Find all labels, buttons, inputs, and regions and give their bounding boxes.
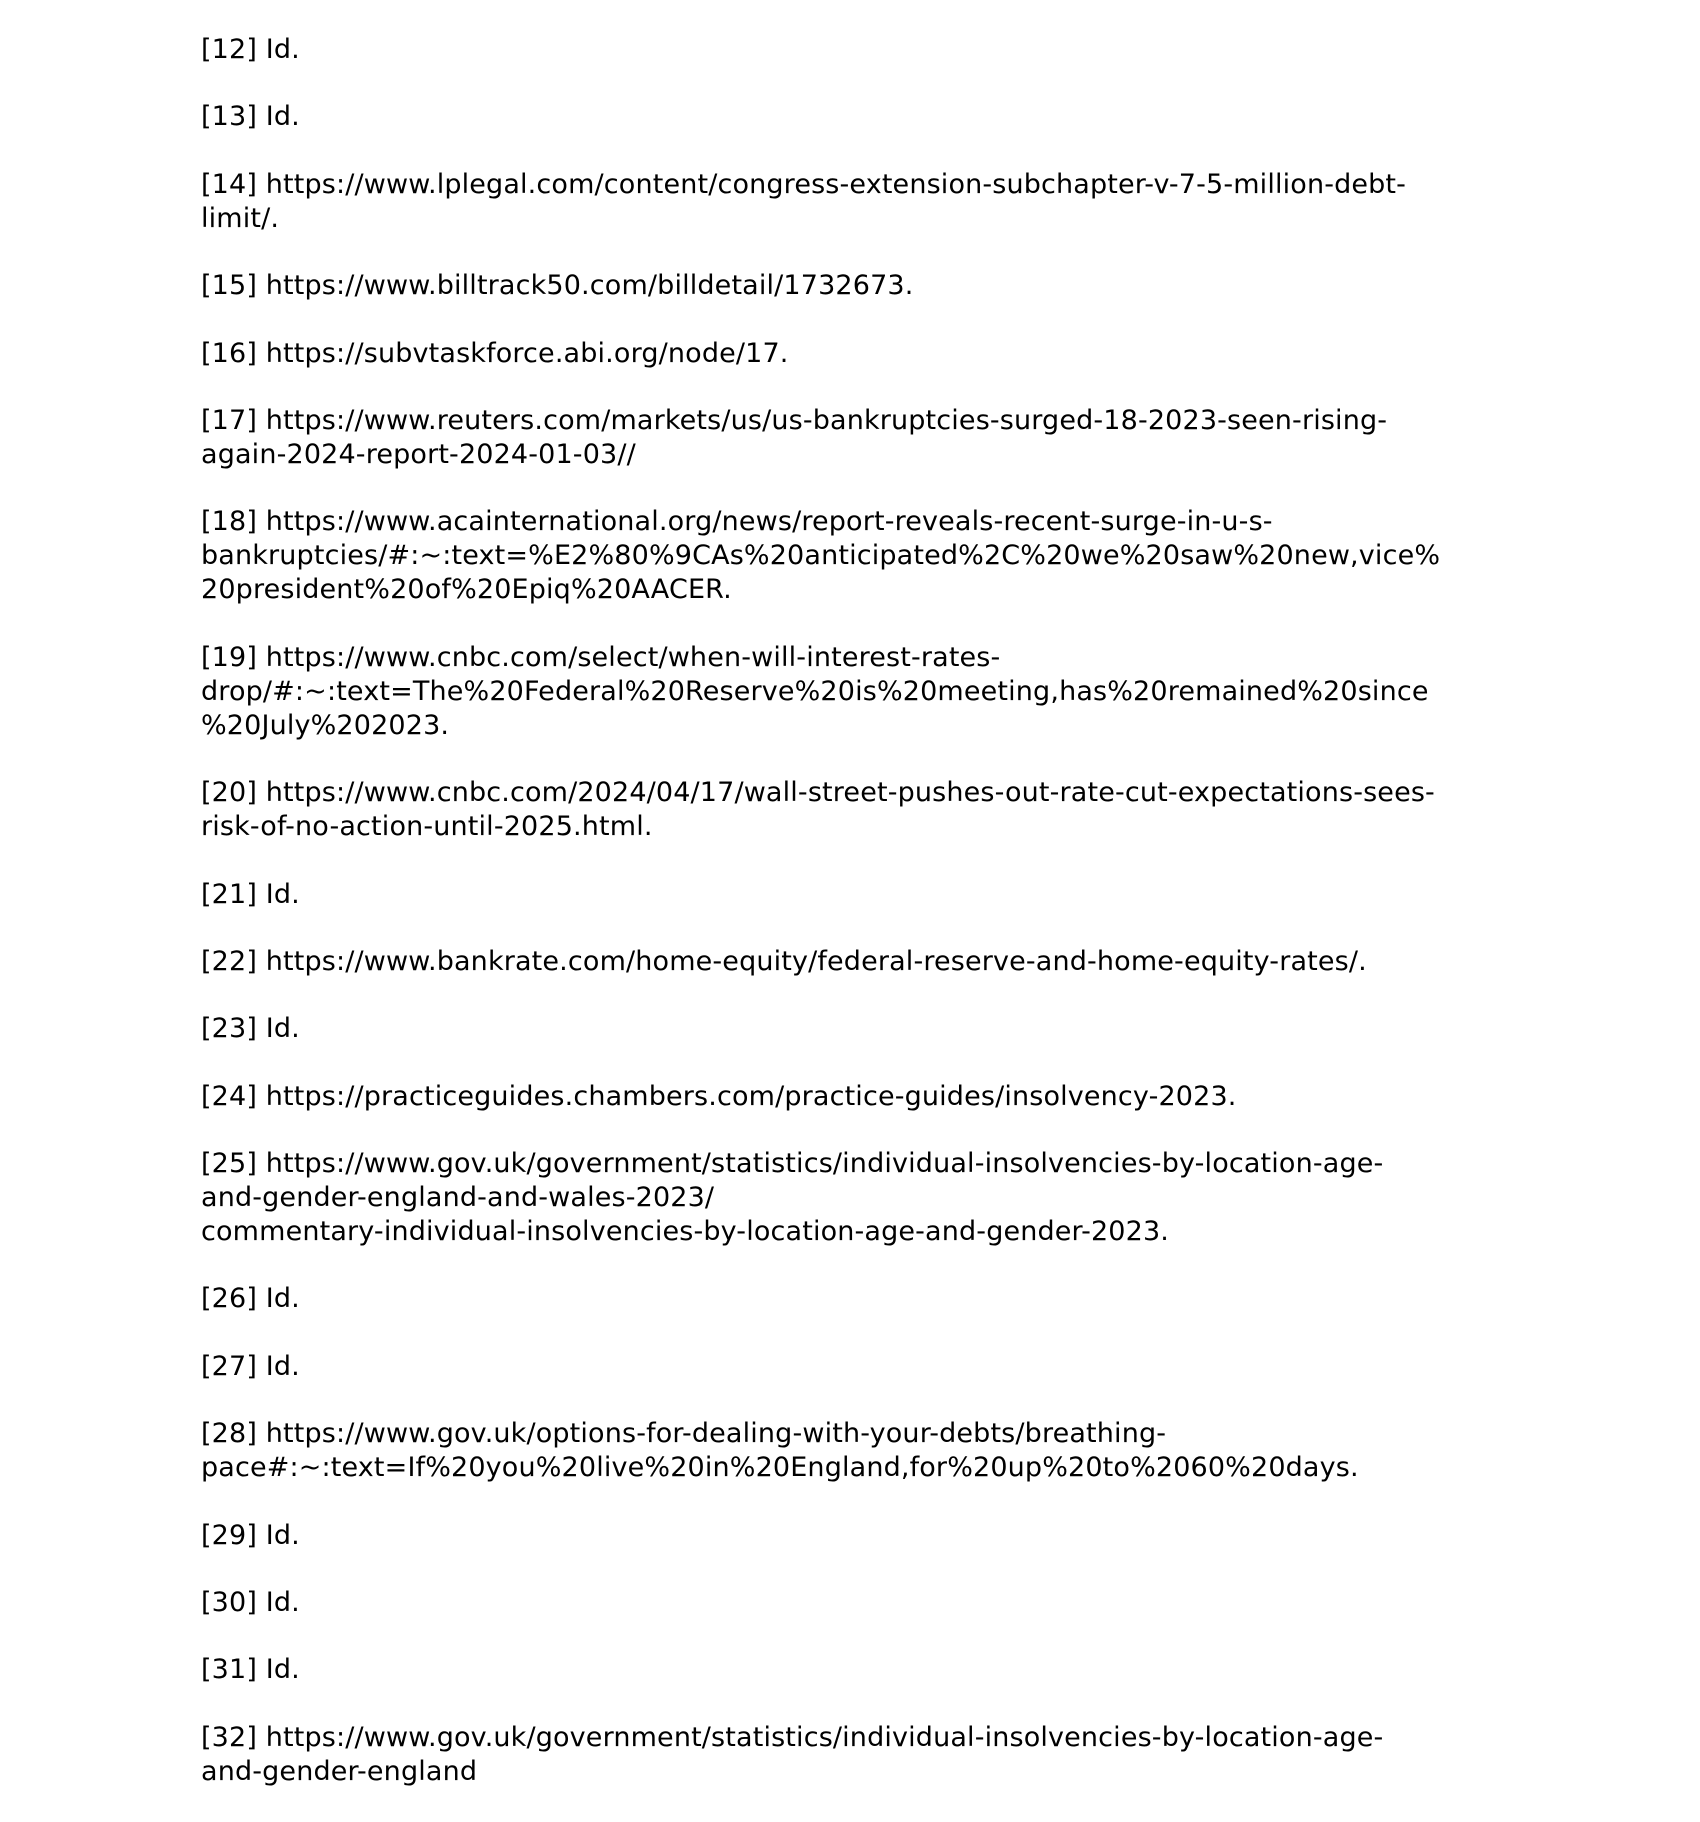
footnote: [201, 337, 1521, 371]
footnote-continuation-line: [201, 675, 1521, 709]
footnote: [201, 1653, 1521, 1687]
footnote-first-line: [201, 1586, 1521, 1620]
footnote: [201, 945, 1521, 979]
footnote-continuation-line: [201, 573, 1521, 607]
footnote-continuation-line: [201, 1181, 1521, 1215]
footnote-url-text[interactable]: https://www.billtrack50.com/billdetail/1732673.: [265, 270, 914, 302]
footnote-ref-number: [20]: [201, 777, 258, 809]
footnote-ref-number: [22]: [201, 945, 258, 977]
footnote-url-text[interactable]: https://www.gov.uk/government/statistics/individual-insolvencies-by-location-age-: [265, 1148, 1384, 1180]
footnote-first-line: [201, 100, 1521, 134]
footnote-continuation-line: [201, 709, 1521, 743]
footnote-url-text[interactable]: https://www.gov.uk/government/statistics/individual-insolvencies-by-location-age-: [265, 1721, 1384, 1753]
footnote-first-line: [201, 505, 1521, 539]
footnote-id-text: Id.: [265, 101, 300, 133]
footnote: [201, 168, 1521, 236]
footnote-url-text[interactable]: https://www.cnbc.com/2024/04/17/wall-street-pushes-out-rate-cut-expectations-sees-: [265, 777, 1435, 809]
footnote: [201, 269, 1521, 303]
footnote-first-line: [201, 269, 1521, 303]
footnote-continuation-line: [201, 1215, 1521, 1249]
footnote-continuation-line: [201, 1451, 1521, 1485]
footnote-url-text[interactable]: https://www.acainternational.org/news/report-reveals-recent-surge-in-u-s-: [265, 506, 1273, 538]
footnote-url-text[interactable]: %20July%202023.: [201, 709, 450, 741]
footnote: [201, 505, 1521, 607]
footnote-url-text[interactable]: risk-of-no-action-until-2025.html.: [201, 811, 653, 843]
footnote-first-line: [201, 1350, 1521, 1384]
footnote-ref-number: [26]: [201, 1283, 258, 1315]
footnote-first-line: [201, 1417, 1521, 1451]
footnote-ref-number: [25]: [201, 1148, 258, 1180]
footnote-id-text: Id.: [265, 1350, 300, 1382]
footnote-first-line: [201, 776, 1521, 810]
footnote-ref-number: [18]: [201, 506, 258, 538]
footnote-url-text[interactable]: pace#:~:text=If%20you%20live%20in%20England,for%20up%20to%2060%20days.: [201, 1452, 1359, 1484]
footnote-url-text[interactable]: https://practiceguides.chambers.com/practice-guides/insolvency-2023.: [265, 1080, 1237, 1112]
footnote: [201, 1721, 1521, 1789]
footnote-id-text: Id.: [265, 1587, 300, 1619]
footnote-ref-number: [12]: [201, 34, 258, 65]
footnote-first-line: [201, 33, 1521, 67]
footnote-first-line: [201, 168, 1521, 202]
footnote: [201, 1350, 1521, 1384]
footnote-continuation-line: [201, 539, 1521, 573]
footnote-first-line: [201, 945, 1521, 979]
footnote-id-text: Id.: [265, 1654, 300, 1686]
footnote-url-text[interactable]: 20president%20of%20Epiq%20AACER.: [201, 574, 732, 606]
footnote-first-line: [201, 404, 1521, 438]
footnote-url-text[interactable]: https://www.cnbc.com/select/when-will-interest-rates-: [265, 641, 1001, 673]
footnote-first-line: [201, 1282, 1521, 1316]
footnote-url-text[interactable]: and-gender-england-and-wales-2023/: [201, 1182, 715, 1214]
footnote-ref-number: [23]: [201, 1013, 258, 1045]
footnote: [201, 1147, 1521, 1249]
footnote: [201, 33, 1521, 67]
footnote-url-text[interactable]: https://www.reuters.com/markets/us/us-bankruptcies-surged-18-2023-seen-rising-: [265, 404, 1388, 436]
footnote-ref-number: [19]: [201, 641, 258, 673]
footnote-first-line: [201, 641, 1521, 675]
footnote: [201, 1417, 1521, 1485]
footnote-first-line: [201, 337, 1521, 371]
footnote-id-text: Id.: [265, 878, 300, 910]
footnote-ref-number: [17]: [201, 404, 258, 436]
footnote-url-text[interactable]: https://www.bankrate.com/home-equity/federal-reserve-and-home-equity-rates/.: [265, 945, 1367, 977]
footnote-url-text[interactable]: drop/#:~:text=The%20Federal%20Reserve%20is%20meeting,has%20remained%20since: [201, 675, 1429, 707]
footnote-id-text: Id.: [265, 34, 300, 65]
footnote: [201, 100, 1521, 134]
footnote: [201, 1080, 1521, 1114]
footnote: [201, 1586, 1521, 1620]
footnote-id-text: Id.: [265, 1519, 300, 1551]
footnote-first-line: [201, 1721, 1521, 1755]
footnote: [201, 404, 1521, 472]
footnote: [201, 1519, 1521, 1553]
footnote-url-text[interactable]: again-2024-report-2024-01-03//: [201, 438, 636, 470]
footnote-ref-number: [16]: [201, 337, 258, 369]
footnote: [201, 878, 1521, 912]
footnote: [201, 641, 1521, 743]
footnote-ref-number: [27]: [201, 1350, 258, 1382]
footnote-url-text[interactable]: https://www.gov.uk/options-for-dealing-with-your-debts/breathing-: [265, 1418, 1167, 1450]
footnote-url-text[interactable]: and-gender-england: [201, 1755, 478, 1787]
footnote-ref-number: [28]: [201, 1418, 258, 1450]
footnote-ref-number: [13]: [201, 101, 258, 133]
footnote-continuation-line: [201, 1755, 1521, 1789]
footnote-ref-number: [14]: [201, 168, 258, 200]
footnote-ref-number: [32]: [201, 1721, 258, 1753]
footnote-url-text[interactable]: bankruptcies/#:~:text=%E2%80%9CAs%20anticipated%2C%20we%20saw%20new,vice%: [201, 540, 1441, 572]
footnote-first-line: [201, 1147, 1521, 1181]
footnote-first-line: [201, 1012, 1521, 1046]
footnote-ref-number: [24]: [201, 1080, 258, 1112]
footnote-first-line: [201, 1653, 1521, 1687]
footnotes-list: [201, 33, 1521, 1822]
footnote-continuation-line: [201, 202, 1521, 236]
footnote-url-text[interactable]: limit/.: [201, 202, 280, 234]
footnote-id-text: Id.: [265, 1283, 300, 1315]
footnote: [201, 1012, 1521, 1046]
footnote: [201, 1282, 1521, 1316]
footnote-ref-number: [31]: [201, 1654, 258, 1686]
footnote-ref-number: [21]: [201, 878, 258, 910]
footnote-id-text: Id.: [265, 1013, 300, 1045]
footnote-continuation-line: [201, 438, 1521, 472]
footnote-first-line: [201, 878, 1521, 912]
footnote-ref-number: [29]: [201, 1519, 258, 1551]
footnote-url-text[interactable]: https://subvtaskforce.abi.org/node/17.: [265, 337, 789, 369]
footnote-ref-number: [15]: [201, 270, 258, 302]
footnote-url-text[interactable]: https://www.lplegal.com/content/congress-extension-subchapter-v-7-5-million-debt-: [265, 168, 1407, 200]
footnote-first-line: [201, 1519, 1521, 1553]
footnote-continuation-line: [201, 810, 1521, 844]
footnote-url-text[interactable]: commentary-individual-insolvencies-by-location-age-and-gender-2023.: [201, 1216, 1170, 1248]
footnote-first-line: [201, 1080, 1521, 1114]
footnote-ref-number: [30]: [201, 1587, 258, 1619]
footnote: [201, 776, 1521, 844]
